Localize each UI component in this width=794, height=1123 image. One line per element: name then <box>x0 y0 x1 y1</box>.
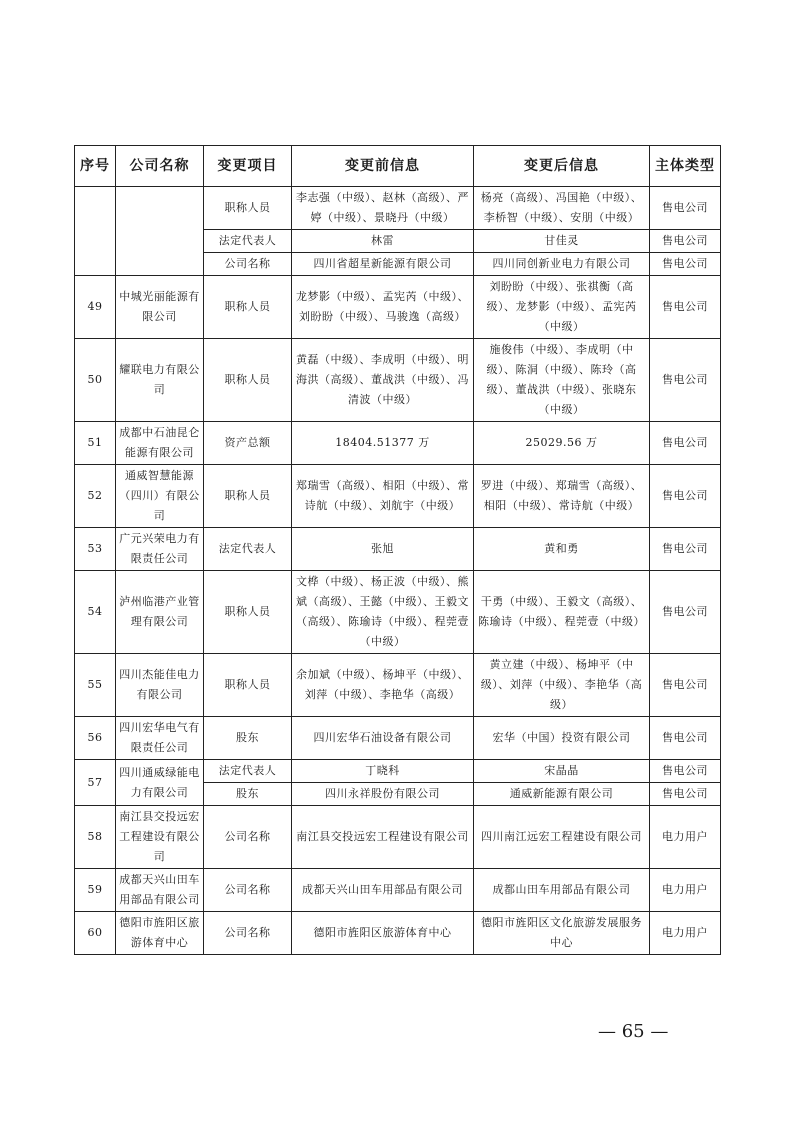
change-item-cell: 职称人员 <box>204 276 292 339</box>
company-name-cell: 泸州临港产业管理有限公司 <box>116 571 204 654</box>
change-item-cell: 职称人员 <box>204 187 292 230</box>
change-item-cell: 职称人员 <box>204 571 292 654</box>
info-before-cell: 四川省超星新能源有限公司 <box>292 253 474 276</box>
entity-type-cell: 售电公司 <box>650 276 721 339</box>
info-before-cell: 黄磊（中级）、李成明（中级）、明海洪（高级）、董战洪（中级）、冯清波（中级） <box>292 339 474 422</box>
info-before-cell: 18404.51377 万 <box>292 422 474 465</box>
info-after-cell: 刘盼盼（中级）、张祺衡（高级）、龙梦影（中级）、孟宪芮（中级） <box>474 276 650 339</box>
info-before-cell: 四川宏华石油设备有限公司 <box>292 717 474 760</box>
company-name-cell <box>116 187 204 276</box>
table-row <box>75 187 721 230</box>
info-before-cell: 文桦（中级）、杨正波（中级）、熊斌（高级）、王懿（中级）、王毅文（高级）、陈瑜诗（中级）、程莞壹（中级） <box>292 571 474 654</box>
entity-type-cell: 电力用户 <box>650 912 721 955</box>
entity-type-cell: 售电公司 <box>650 528 721 571</box>
info-before-cell: 郑瑞雪（高级）、相阳（中级）、常诗航（中级）、刘航宇（中级） <box>292 465 474 528</box>
entity-type-cell: 售电公司 <box>650 465 721 528</box>
change-table <box>74 145 721 955</box>
info-after-cell: 黄和勇 <box>474 528 650 571</box>
info-after-cell: 施俊伟（中级）、李成明（中级）、陈洞（中级）、陈玲（高级）、董战洪（中级）、张晓东（中级） <box>474 339 650 422</box>
entity-type-cell: 售电公司 <box>650 654 721 717</box>
change-item-cell: 资产总额 <box>204 422 292 465</box>
company-name-cell: 耀联电力有限公司 <box>116 339 204 422</box>
info-after-cell: 德阳市旌阳区文化旅游发展服务中心 <box>474 912 650 955</box>
company-name-cell: 德阳市旌阳区旅游体育中心 <box>116 912 204 955</box>
table-row <box>75 339 721 422</box>
info-before-cell: 德阳市旌阳区旅游体育中心 <box>292 912 474 955</box>
serial-number-cell <box>75 187 116 276</box>
info-after-cell: 杨亮（高级）、冯国艳（中级）、李桥智（中级）、安朋（中级） <box>474 187 650 230</box>
company-name-cell: 四川杰能佳电力有限公司 <box>116 654 204 717</box>
header-entity-type: 主体类型 <box>650 146 721 187</box>
info-after-cell: 黄立建（中级）、杨坤平（中级）、刘萍（中级）、李艳华（高级） <box>474 654 650 717</box>
info-before-cell: 张旭 <box>292 528 474 571</box>
serial-number-cell: 52 <box>75 465 116 528</box>
entity-type-cell: 售电公司 <box>650 760 721 783</box>
header-row <box>75 146 721 187</box>
table-row <box>75 465 721 528</box>
info-after-cell: 罗进（中级）、郑瑞雪（高级）、相阳（中级）、常诗航（中级） <box>474 465 650 528</box>
header-info-after: 变更后信息 <box>474 146 650 187</box>
info-before-cell: 南江县交投远宏工程建设有限公司 <box>292 806 474 869</box>
info-before-cell: 林雷 <box>292 230 474 253</box>
table-body <box>75 187 721 955</box>
info-before-cell: 丁晓科 <box>292 760 474 783</box>
entity-type-cell: 售电公司 <box>650 571 721 654</box>
info-after-cell: 甘佳灵 <box>474 230 650 253</box>
change-item-cell: 法定代表人 <box>204 760 292 783</box>
company-name-cell: 中城光丽能源有限公司 <box>116 276 204 339</box>
company-name-cell: 四川宏华电气有限责任公司 <box>116 717 204 760</box>
entity-type-cell: 售电公司 <box>650 783 721 806</box>
page-number: — 65 — <box>598 1021 669 1042</box>
table-row <box>75 806 721 869</box>
header-company-name: 公司名称 <box>116 146 204 187</box>
info-after-cell: 25029.56 万 <box>474 422 650 465</box>
entity-type-cell: 售电公司 <box>650 717 721 760</box>
change-item-cell: 法定代表人 <box>204 230 292 253</box>
table-row <box>75 717 721 760</box>
info-after-cell: 成都山田车用部品有限公司 <box>474 869 650 912</box>
serial-number-cell: 58 <box>75 806 116 869</box>
info-before-cell: 成都天兴山田车用部品有限公司 <box>292 869 474 912</box>
change-item-cell: 公司名称 <box>204 253 292 276</box>
info-before-cell: 龙梦影（中级）、孟宪芮（中级）、刘盼盼（中级）、马骏逸（高级） <box>292 276 474 339</box>
company-name-cell: 四川通威绿能电力有限公司 <box>116 760 204 806</box>
company-name-cell: 南江县交投远宏工程建设有限公司 <box>116 806 204 869</box>
entity-type-cell: 售电公司 <box>650 230 721 253</box>
serial-number-cell: 54 <box>75 571 116 654</box>
change-item-cell: 职称人员 <box>204 465 292 528</box>
entity-type-cell: 电力用户 <box>650 806 721 869</box>
table-row <box>75 276 721 339</box>
serial-number-cell: 49 <box>75 276 116 339</box>
change-item-cell: 股东 <box>204 783 292 806</box>
change-item-cell: 职称人员 <box>204 339 292 422</box>
change-item-cell: 职称人员 <box>204 654 292 717</box>
serial-number-cell: 57 <box>75 760 116 806</box>
info-after-cell: 干勇（中级）、王毅文（高级）、陈瑜诗（中级）、程莞壹（中级） <box>474 571 650 654</box>
entity-type-cell: 售电公司 <box>650 422 721 465</box>
info-after-cell: 通威新能源有限公司 <box>474 783 650 806</box>
change-item-cell: 公司名称 <box>204 806 292 869</box>
serial-number-cell: 55 <box>75 654 116 717</box>
info-before-cell: 李志强（中级）、赵林（高级）、严婷（中级）、景晓丹（中级） <box>292 187 474 230</box>
entity-type-cell: 电力用户 <box>650 869 721 912</box>
company-name-cell: 通威智慧能源（四川）有限公司 <box>116 465 204 528</box>
company-name-cell: 成都中石油昆仑能源有限公司 <box>116 422 204 465</box>
header-serial-number: 序号 <box>75 146 116 187</box>
table-row <box>75 654 721 717</box>
change-item-cell: 公司名称 <box>204 869 292 912</box>
info-after-cell: 四川南江远宏工程建设有限公司 <box>474 806 650 869</box>
table-row <box>75 912 721 955</box>
header-info-before: 变更前信息 <box>292 146 474 187</box>
change-item-cell: 股东 <box>204 717 292 760</box>
serial-number-cell: 50 <box>75 339 116 422</box>
table-row <box>75 571 721 654</box>
entity-type-cell: 售电公司 <box>650 339 721 422</box>
serial-number-cell: 56 <box>75 717 116 760</box>
table-row <box>75 760 721 783</box>
change-item-cell: 法定代表人 <box>204 528 292 571</box>
info-after-cell: 四川同创新业电力有限公司 <box>474 253 650 276</box>
company-name-cell: 成都天兴山田车用部品有限公司 <box>116 869 204 912</box>
info-before-cell: 余加斌（中级）、杨坤平（中级）、刘萍（中级）、李艳华（高级） <box>292 654 474 717</box>
change-item-cell: 公司名称 <box>204 912 292 955</box>
table-row <box>75 528 721 571</box>
serial-number-cell: 59 <box>75 869 116 912</box>
table-row <box>75 422 721 465</box>
company-name-cell: 广元兴荣电力有限责任公司 <box>116 528 204 571</box>
serial-number-cell: 53 <box>75 528 116 571</box>
info-after-cell: 宏华（中国）投资有限公司 <box>474 717 650 760</box>
entity-type-cell: 售电公司 <box>650 187 721 230</box>
header-change-item: 变更项目 <box>204 146 292 187</box>
info-after-cell: 宋晶晶 <box>474 760 650 783</box>
serial-number-cell: 60 <box>75 912 116 955</box>
info-before-cell: 四川永祥股份有限公司 <box>292 783 474 806</box>
entity-type-cell: 售电公司 <box>650 253 721 276</box>
serial-number-cell: 51 <box>75 422 116 465</box>
table-row <box>75 869 721 912</box>
